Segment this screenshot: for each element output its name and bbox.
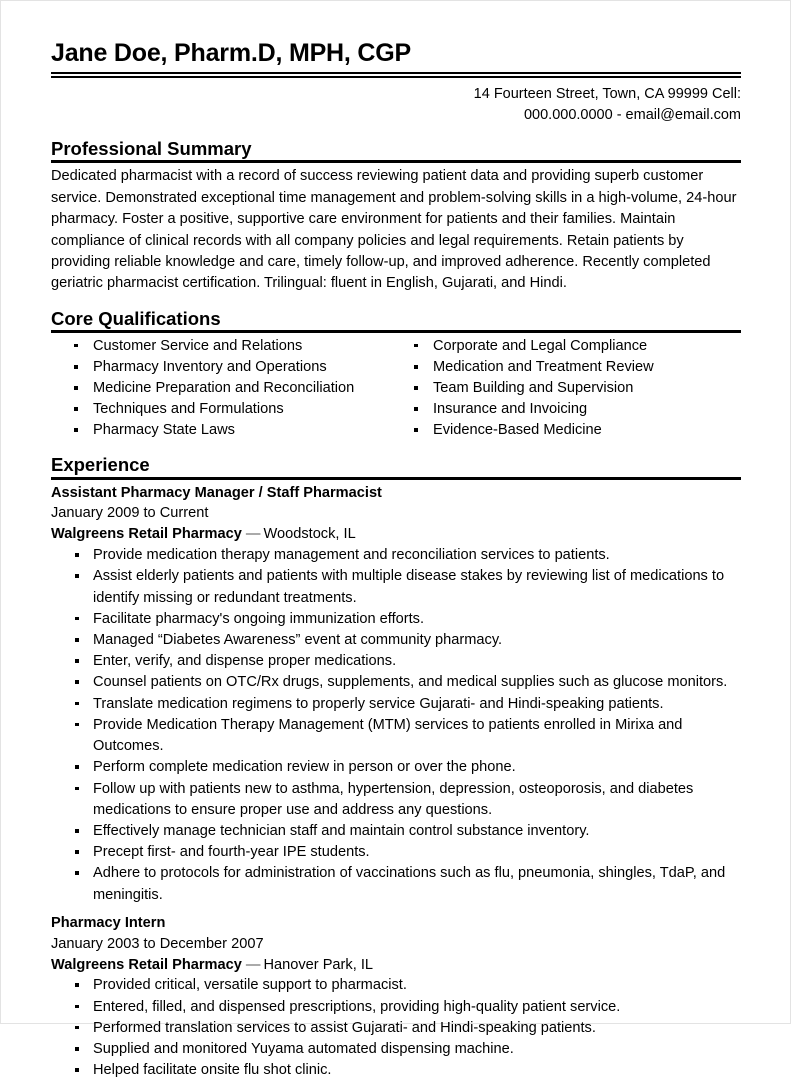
list-item: Evidence-Based Medicine <box>413 420 741 441</box>
contact-block <box>51 84 741 125</box>
list-item: Medication and Treatment Review <box>413 357 741 378</box>
job-location: Woodstock, IL <box>263 526 356 543</box>
job-employer <box>51 524 741 545</box>
list-item: Perform complete medication review in person or over the phone. <box>74 757 741 778</box>
contact-phone-email: 000.000.0000 - email@email.com <box>523 106 741 123</box>
list-item: Corporate and Legal Compliance <box>413 336 741 357</box>
job-dates: January 2009 to Current <box>51 505 209 522</box>
section-title-core-qualifications: Core Qualifications <box>51 307 221 329</box>
list-item: Provide medication therapy management and reconciliation services to patients. <box>74 545 741 566</box>
list-item: Insurance and Invoicing <box>413 399 741 420</box>
list-item: Supplied and monitored Yuyama automated dispensing machine. <box>74 1039 741 1060</box>
job-company: Walgreens Retail Pharmacy <box>51 956 242 973</box>
list-item: Precept first- and fourth-year IPE students. <box>74 842 741 863</box>
list-item: Pharmacy State Laws <box>73 420 396 441</box>
list-item: Team Building and Supervision <box>413 378 741 399</box>
experience-entry <box>51 913 741 1082</box>
section-professional-summary <box>51 138 741 295</box>
list-item: Managed “Diabetes Awareness” event at community pharmacy. <box>74 630 741 651</box>
list-item: Provided critical, versatile support to pharmacist. <box>74 975 741 996</box>
resume-body <box>51 39 741 1082</box>
job-location: Hanover Park, IL <box>263 956 373 973</box>
job-employer <box>51 955 741 976</box>
section-divider <box>51 477 741 480</box>
job-responsibility-list <box>51 545 741 906</box>
list-item: Translate medication regimens to properly service Gujarati- and Hindi-speaking patients. <box>74 694 741 715</box>
job-company: Walgreens Retail Pharmacy <box>51 526 242 543</box>
job-dates: January 2003 to December 2007 <box>51 935 264 952</box>
list-item: Helped facilitate onsite flu shot clinic. <box>74 1060 741 1081</box>
job-separator-dash: — <box>245 526 261 543</box>
core-qualifications-column-right <box>396 336 741 441</box>
qualification-list-left <box>73 336 396 441</box>
job-title: Pharmacy Intern <box>51 914 166 931</box>
list-item: Facilitate pharmacy's ongoing immunization efforts. <box>74 609 741 630</box>
core-qualifications-column-left <box>51 336 396 441</box>
list-item: Provide Medication Therapy Management (MTM) services to patients enrolled in Mirixa and Outcomes. <box>74 715 741 757</box>
section-core-qualifications <box>51 308 741 442</box>
list-item: Effectively manage technician staff and maintain control substance inventory. <box>74 821 741 842</box>
section-divider <box>51 330 741 333</box>
list-item: Counsel patients on OTC/Rx drugs, supplements, and medical supplies such as glucose monitors. <box>74 672 741 693</box>
job-responsibility-list <box>51 975 741 1081</box>
list-item: Enter, verify, and dispense proper medications. <box>74 651 741 672</box>
list-item: Assist elderly patients and patients with multiple disease stakes by reviewing list of medications to identify missing or redundant treatments. <box>74 566 741 608</box>
section-divider <box>51 160 741 163</box>
core-qualifications-columns <box>51 336 741 441</box>
candidate-name: Jane Doe, Pharm.D, MPH, CGP <box>51 39 411 67</box>
list-item: Follow up with patients new to asthma, hypertension, depression, osteoporosis, and diabetes medications to ensure proper use and address any questions. <box>74 779 741 821</box>
resume-header <box>51 39 741 125</box>
contact-address: 14 Fourteen Street, Town, CA 99999 Cell: <box>473 86 741 102</box>
list-item: Adhere to protocols for administration of vaccinations such as flu, pneumonia, shingles, TdaP, and meningitis. <box>74 863 741 905</box>
list-item: Pharmacy Inventory and Operations <box>73 357 396 378</box>
list-item: Entered, filled, and dispensed prescriptions, providing high-quality patient service. <box>74 997 741 1018</box>
section-title-professional-summary: Professional Summary <box>51 138 252 160</box>
header-divider <box>51 72 741 78</box>
job-separator-dash: — <box>245 956 261 973</box>
section-title-experience: Experience <box>51 454 150 476</box>
professional-summary-text: Dedicated pharmacist with a record of success reviewing patient data and providing superb customer service. Demonstrated exceptional time management and problem-solving skills in a high-volume, 24-hour pharmacy. Foster a positive, supportive care environment for patients and their families. Maintain compliance of clinical records with all company policies and legal requirements. Retain patients by providing reliable knowledge and care, timely follow-up, and improved adherence. Recently completed geriatric pharmacist certification. Trilingual: fluent in English, Gujarati, and Hindi. <box>51 168 737 292</box>
qualification-list-right <box>413 336 741 441</box>
list-item: Performed translation services to assist Gujarati- and Hindi-speaking patients. <box>74 1018 741 1039</box>
list-item: Techniques and Formulations <box>73 399 396 420</box>
list-item: Customer Service and Relations <box>73 336 396 357</box>
section-experience <box>51 454 741 1081</box>
job-title: Assistant Pharmacy Manager / Staff Pharmacist <box>51 484 382 501</box>
experience-entry <box>51 483 741 906</box>
list-item: Medicine Preparation and Reconciliation <box>73 378 396 399</box>
